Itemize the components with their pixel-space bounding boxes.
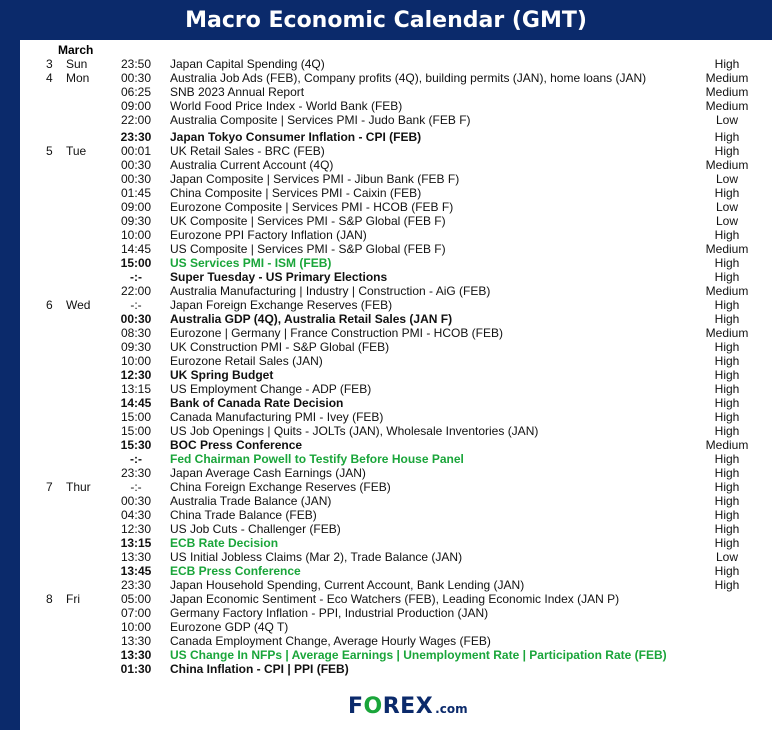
time-cell: 15:00: [120, 256, 152, 270]
event-row: [20, 480, 772, 494]
event-row: [20, 85, 772, 99]
event-row: [20, 99, 772, 113]
event-cell: US Job Cuts - Challenger (FEB): [170, 522, 341, 536]
time-cell: 08:30: [120, 326, 152, 340]
page-title: Macro Economic Calendar (GMT): [185, 7, 587, 33]
event-row: [20, 270, 772, 284]
event-cell: UK Retail Sales - BRC (FEB): [170, 144, 325, 158]
time-cell: 14:45: [120, 396, 152, 410]
importance-cell: Medium: [705, 99, 749, 113]
event-cell: US Composite | Services PMI - S&P Global (FEB F): [170, 242, 446, 256]
event-row: [20, 410, 772, 424]
event-row: [20, 186, 772, 200]
event-row: [20, 158, 772, 172]
importance-cell: Medium: [705, 85, 749, 99]
event-row: [20, 494, 772, 508]
event-row: [20, 57, 772, 71]
time-cell: 13:45: [120, 564, 152, 578]
event-cell: BOC Press Conference: [170, 438, 303, 452]
time-cell: 04:30: [120, 508, 152, 522]
time-cell: 13:30: [120, 648, 152, 662]
event-cell: US Initial Jobless Claims (Mar 2), Trade Balance (JAN): [170, 550, 463, 564]
importance-cell: Medium: [705, 284, 749, 298]
event-cell: Australia Current Account (4Q): [170, 158, 334, 172]
event-row: [20, 564, 772, 578]
event-row: [20, 144, 772, 158]
day-cell: 3: [46, 57, 53, 71]
event-cell: Super Tuesday - US Primary Elections: [170, 270, 388, 284]
time-cell: 00:30: [120, 312, 152, 326]
importance-cell: High: [714, 396, 740, 410]
time-cell: -:-: [130, 452, 142, 466]
event-cell: Japan Average Cash Earnings (JAN): [170, 466, 366, 480]
forex-logo: [348, 694, 468, 719]
event-row: [20, 256, 772, 270]
event-cell: SNB 2023 Annual Report: [170, 85, 305, 99]
time-cell: 10:00: [120, 620, 152, 634]
time-cell: 23:30: [120, 466, 152, 480]
event-cell: Australia Manufacturing | Industry | Construction - AiG (FEB): [170, 284, 491, 298]
event-cell: Fed Chairman Powell to Testify Before House Panel: [170, 452, 464, 466]
event-row: [20, 71, 772, 85]
day-cell: 7: [46, 480, 53, 494]
event-row: [20, 214, 772, 228]
time-cell: 15:00: [120, 424, 152, 438]
importance-cell: High: [714, 256, 740, 270]
weekday-cell: Mon: [66, 71, 90, 85]
time-cell: 00:30: [120, 71, 152, 85]
event-row: [20, 200, 772, 214]
event-cell: Japan Household Spending, Current Account, Bank Lending (JAN): [170, 578, 525, 592]
importance-cell: High: [714, 494, 740, 508]
event-row: [20, 172, 772, 186]
event-row: [20, 340, 772, 354]
time-cell: 23:50: [120, 57, 152, 71]
event-cell: ECB Press Conference: [170, 564, 301, 578]
event-row: [20, 242, 772, 256]
event-row: [20, 424, 772, 438]
importance-cell: High: [714, 382, 740, 396]
event-row: [20, 298, 772, 312]
day-cell: 5: [46, 144, 53, 158]
time-cell: 22:00: [120, 113, 152, 127]
event-row: [20, 620, 772, 634]
time-cell: 09:30: [120, 214, 152, 228]
importance-cell: High: [714, 424, 740, 438]
importance-cell: High: [714, 480, 740, 494]
time-cell: -:-: [130, 480, 142, 494]
event-row: [20, 522, 772, 536]
event-cell: China Inflation - CPI | PPI (FEB): [170, 662, 349, 676]
importance-cell: High: [714, 228, 740, 242]
event-cell: Australia Job Ads (FEB), Company profits (4Q), building permits (JAN), home loans (JAN): [170, 71, 647, 85]
calendar-panel: [20, 40, 772, 730]
time-cell: 13:15: [120, 382, 152, 396]
event-cell: Japan Capital Spending (4Q): [170, 57, 325, 71]
time-cell: 13:30: [120, 550, 152, 564]
event-row: [20, 127, 772, 144]
event-row: [20, 326, 772, 340]
time-cell: 14:45: [120, 242, 152, 256]
time-cell: -:-: [130, 298, 142, 312]
event-cell: US Job Openings | Quits - JOLTs (JAN), Wholesale Inventories (JAN): [170, 424, 539, 438]
importance-cell: Low: [715, 550, 738, 564]
time-cell: 00:30: [120, 172, 152, 186]
importance-cell: Low: [715, 172, 738, 186]
event-row: [20, 228, 772, 242]
logo-wordmark: FOREX: [348, 694, 434, 719]
importance-cell: Low: [715, 113, 738, 127]
weekday-cell: Wed: [66, 298, 91, 312]
importance-cell: High: [714, 368, 740, 382]
event-cell: UK Composite | Services PMI - S&P Global (FEB F): [170, 214, 446, 228]
time-cell: 23:30: [120, 578, 152, 592]
event-cell: Eurozone GDP (4Q T): [170, 620, 289, 634]
event-cell: UK Spring Budget: [170, 368, 274, 382]
importance-cell: High: [714, 270, 740, 284]
event-row: [20, 606, 772, 620]
event-row: [20, 452, 772, 466]
event-cell: China Composite | Services PMI - Caixin (FEB): [170, 186, 422, 200]
event-cell: China Trade Balance (FEB): [170, 508, 317, 522]
event-cell: Eurozone Retail Sales (JAN): [170, 354, 323, 368]
time-cell: 00:30: [120, 494, 152, 508]
time-cell: 01:30: [120, 662, 152, 676]
event-list: [20, 57, 772, 676]
weekday-cell: Tue: [66, 144, 87, 158]
weekday-cell: Thur: [66, 480, 91, 494]
event-cell: Japan Tokyo Consumer Inflation - CPI (FEB): [170, 130, 422, 144]
time-cell: 01:45: [120, 186, 152, 200]
event-cell: Eurozone Composite | Services PMI - HCOB (FEB F): [170, 200, 454, 214]
importance-cell: High: [714, 578, 740, 592]
importance-cell: Medium: [705, 326, 749, 340]
event-row: [20, 578, 772, 592]
importance-cell: High: [714, 312, 740, 326]
event-cell: Japan Economic Sentiment - Eco Watchers (FEB), Leading Economic Index (JAN P): [170, 592, 620, 606]
importance-cell: High: [714, 522, 740, 536]
time-cell: 15:00: [120, 410, 152, 424]
time-cell: 06:25: [120, 85, 152, 99]
event-cell: Australia Trade Balance (JAN): [170, 494, 332, 508]
event-cell: Eurozone PPI Factory Inflation (JAN): [170, 228, 367, 242]
time-cell: 05:00: [120, 592, 152, 606]
event-cell: US Change In NFPs | Average Earnings | Unemployment Rate | Participation Rate (FEB): [170, 648, 667, 662]
importance-cell: High: [714, 508, 740, 522]
importance-cell: Medium: [705, 242, 749, 256]
time-cell: 15:30: [120, 438, 152, 452]
time-cell: 10:00: [120, 228, 152, 242]
event-cell: ECB Rate Decision: [170, 536, 279, 550]
time-cell: 12:30: [120, 522, 152, 536]
event-row: [20, 550, 772, 564]
event-cell: Japan Composite | Services PMI - Jibun Bank (FEB F): [170, 172, 460, 186]
event-cell: US Employment Change - ADP (FEB): [170, 382, 372, 396]
event-row: [20, 396, 772, 410]
event-cell: UK Construction PMI - S&P Global (FEB): [170, 340, 390, 354]
event-cell: Japan Foreign Exchange Reserves (FEB): [170, 298, 393, 312]
importance-cell: High: [714, 57, 740, 71]
event-row: [20, 354, 772, 368]
day-cell: 6: [46, 298, 53, 312]
importance-cell: High: [714, 410, 740, 424]
event-row: [20, 648, 772, 662]
event-row: [20, 312, 772, 326]
importance-cell: High: [714, 298, 740, 312]
importance-cell: High: [714, 186, 740, 200]
event-cell: Australia GDP (4Q), Australia Retail Sales (JAN F): [170, 312, 453, 326]
event-cell: US Services PMI - ISM (FEB): [170, 256, 332, 270]
event-row: [20, 662, 772, 676]
time-cell: 13:30: [120, 634, 152, 648]
logo-domain: .com: [435, 702, 468, 716]
importance-cell: Medium: [705, 71, 749, 85]
event-row: [20, 382, 772, 396]
event-row: [20, 438, 772, 452]
event-row: [20, 634, 772, 648]
day-cell: 8: [46, 592, 53, 606]
event-cell: Canada Employment Change, Average Hourly Wages (FEB): [170, 634, 491, 648]
importance-cell: High: [714, 354, 740, 368]
time-cell: 23:30: [120, 130, 152, 144]
importance-cell: High: [714, 144, 740, 158]
event-row: [20, 508, 772, 522]
event-cell: Bank of Canada Rate Decision: [170, 396, 344, 410]
event-cell: Eurozone | Germany | France Construction PMI - HCOB (FEB): [170, 326, 503, 340]
time-cell: 09:00: [120, 99, 152, 113]
importance-cell: Low: [715, 200, 738, 214]
weekday-cell: Fri: [66, 592, 80, 606]
importance-cell: High: [714, 452, 740, 466]
event-row: [20, 113, 772, 127]
event-row: [20, 536, 772, 550]
event-cell: China Foreign Exchange Reserves (FEB): [170, 480, 391, 494]
time-cell: 13:15: [120, 536, 152, 550]
time-cell: 10:00: [120, 354, 152, 368]
event-cell: Australia Composite | Services PMI - Judo Bank (FEB F): [170, 113, 471, 127]
event-row: [20, 466, 772, 480]
time-cell: 09:30: [120, 340, 152, 354]
importance-cell: High: [714, 340, 740, 354]
importance-cell: High: [714, 536, 740, 550]
importance-cell: Low: [715, 214, 738, 228]
time-cell: 09:00: [120, 200, 152, 214]
time-cell: 00:01: [120, 144, 152, 158]
weekday-cell: Sun: [66, 57, 88, 71]
event-cell: Germany Factory Inflation - PPI, Industrial Production (JAN): [170, 606, 489, 620]
time-cell: -:-: [130, 270, 142, 284]
importance-cell: Medium: [705, 438, 749, 452]
time-cell: 22:00: [120, 284, 152, 298]
time-cell: 12:30: [120, 368, 152, 382]
month-label: March: [58, 43, 94, 57]
time-cell: 07:00: [120, 606, 152, 620]
event-cell: Canada Manufacturing PMI - Ivey (FEB): [170, 410, 384, 424]
importance-cell: High: [714, 564, 740, 578]
event-row: [20, 592, 772, 606]
importance-cell: Medium: [705, 158, 749, 172]
time-cell: 00:30: [120, 158, 152, 172]
event-row: [20, 284, 772, 298]
day-cell: 4: [46, 71, 53, 85]
importance-cell: High: [714, 130, 740, 144]
importance-cell: High: [714, 466, 740, 480]
event-row: [20, 368, 772, 382]
event-cell: World Food Price Index - World Bank (FEB): [170, 99, 403, 113]
